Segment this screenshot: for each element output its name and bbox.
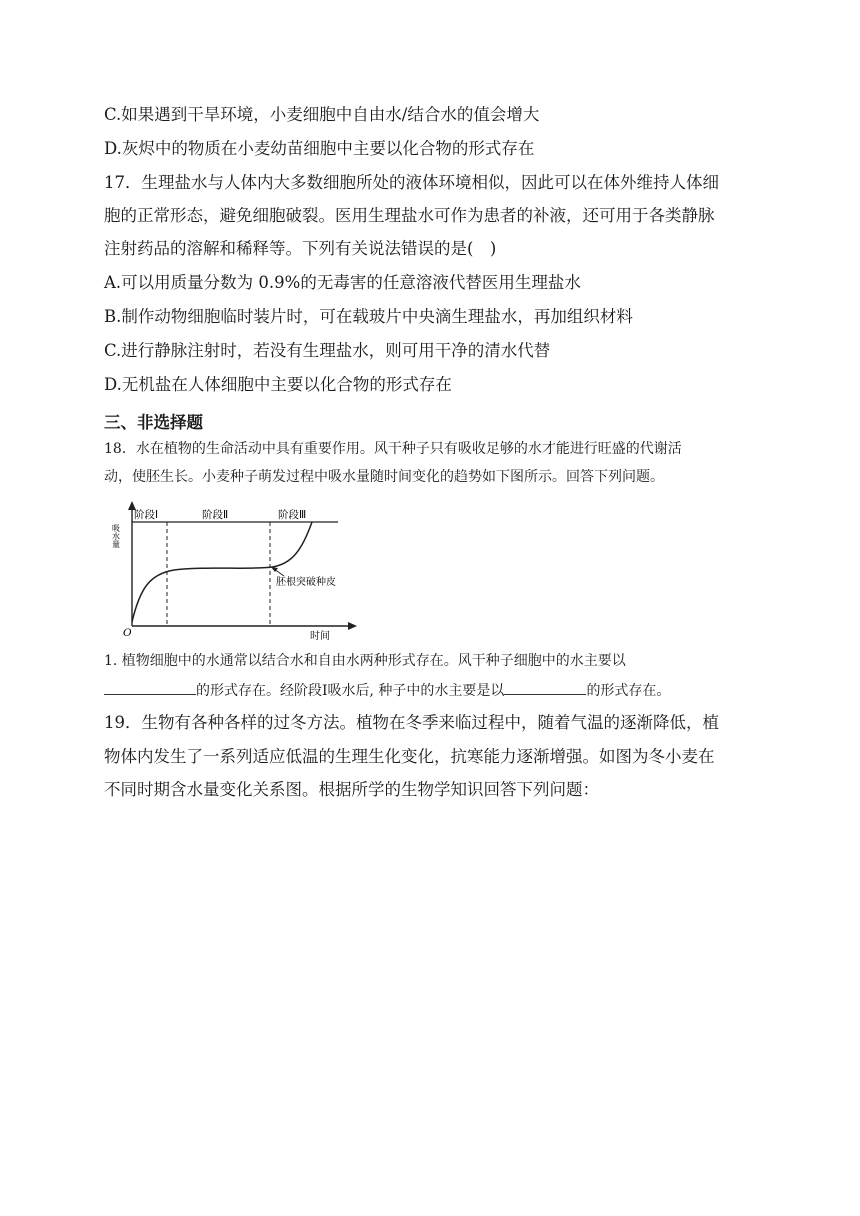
q18-sub1-text-2: 的形式存在。 <box>586 683 671 699</box>
q18-sub1-line-1: 1. 植物细胞中的水通常以结合水和自由水两种形式存在。风干种子细胞中的水主要以 <box>104 653 626 669</box>
stage3-label: 阶段Ⅲ <box>278 509 307 521</box>
x-axis-arrow <box>348 622 357 630</box>
q17-stem-line-1: 17．生理盐水与人体内大多数细胞所处的液体环境相似，因此可以在体外维持人体细 <box>104 173 719 192</box>
answer-blank-2[interactable] <box>504 680 586 695</box>
absorption-curve <box>132 522 312 622</box>
q19-stem-line-2: 物体内发生了一系列适应低温的生理生化变化，抗寒能力逐渐增强。如图为冬小麦在 <box>104 747 715 766</box>
q18-stem-line-2: 动，使胚生长。小麦种子萌发过程中吸水量随时间变化的趋势如下图所示。回答下列问题。 <box>104 469 664 485</box>
x-axis-label: 时间 <box>310 631 330 642</box>
q16-option-c: C.如果遇到干旱环境，小麦细胞中自由水/结合水的值会增大 <box>104 105 540 124</box>
annotation-label: 胚根突破种皮 <box>276 577 336 588</box>
stage1-label: 阶段Ⅰ <box>134 509 159 521</box>
q17-option-b: B.制作动物细胞临时装片时，可在载玻片中央滴生理盐水，再加组织材料 <box>104 307 633 326</box>
q17-option-d: D.无机盐在人体细胞中主要以化合物的形式存在 <box>104 375 452 394</box>
q18-stem-line-1: 18．水在植物的生命活动中具有重要作用。风干种子只有吸收足够的水才能进行旺盛的代谢活 <box>104 441 682 457</box>
y-axis-label: 吸水量 <box>112 524 121 548</box>
answer-blank-1[interactable] <box>104 680 196 695</box>
q19-stem-line-1: 19．生物有各种各样的过冬方法。植物在冬季来临过程中，随着气温的逐渐降低，植 <box>104 713 719 732</box>
q17-option-c: C.进行静脉注射时，若没有生理盐水，则可用干净的清水代替 <box>104 341 551 360</box>
q16-option-d: D.灰烬中的物质在小麦幼苗细胞中主要以化合物的形式存在 <box>104 139 535 158</box>
q17-stem-line-2: 胞的正常形态，避免细胞破裂。医用生理盐水可作为患者的补液，还可用于各类静脉 <box>104 206 715 225</box>
q19-stem-line-3: 不同时期含水量变化关系图。根据所学的生物学知识回答下列问题： <box>104 780 599 799</box>
q17-stem-line-3: 注射药品的溶解和稀释等。下列有关说法错误的是( ) <box>104 239 497 258</box>
section-heading: 三、非选择题 <box>104 413 203 432</box>
q17-option-a: A.可以用质量分数为 0.9%的无毒害的任意溶液代替医用生理盐水 <box>104 273 581 292</box>
stage2-label: 阶段Ⅱ <box>202 509 229 521</box>
water-absorption-figure <box>112 500 362 642</box>
q18-sub1-line-2 <box>104 680 784 702</box>
origin-label: O <box>123 627 132 639</box>
q18-sub1-text-1: 的形式存在。经阶段Ⅰ吸水后, 种子中的水主要是以 <box>196 683 505 699</box>
